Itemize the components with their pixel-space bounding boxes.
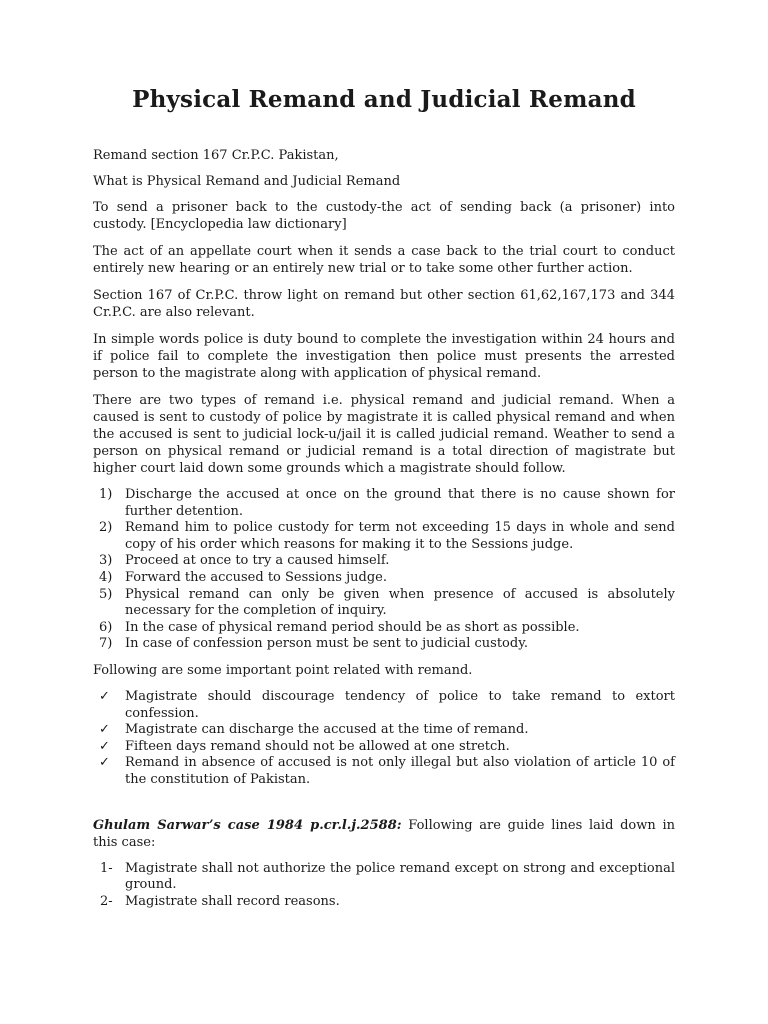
list-item — [93, 520, 675, 553]
list-item — [93, 636, 675, 653]
list-marker: 1- — [100, 860, 113, 876]
list-item-text: Magistrate should discourage tendency of police to take remand to extort confession. — [125, 688, 675, 721]
list-item-text: Magistrate shall record reasons. — [125, 893, 340, 909]
list-item — [93, 620, 675, 637]
list-item — [93, 755, 675, 788]
paragraph-important-points: Following are some important point related with remand. — [93, 662, 473, 678]
list-item-text: Forward the accused to Sessions judge. — [125, 569, 387, 585]
list-marker: 1) — [99, 487, 113, 502]
list-item — [93, 487, 675, 520]
page-title: Physical Remand and Judicial Remand — [132, 86, 636, 113]
list-marker: 6) — [99, 619, 113, 635]
paragraph-definition: To send a prisoner back to the custody-the act of sending back (a prisoner) into custody. [Encyclopedia law dictionary] — [93, 200, 675, 232]
list-item-text: In the case of physical remand period should be as short as possible. — [125, 619, 580, 635]
paragraph-simple-words: In simple words police is duty bound to complete the investigation within 24 hours and if police fail to complete the investigation then police must presents the arrested person to the magistrate along with application of physical remand. — [93, 332, 675, 381]
list-item-text: In case of confession person must be sent to judicial custody. — [125, 636, 528, 652]
paragraph-section-167: Section 167 of Cr.P.C. throw light on remand but other section 61,62,167,173 and 344 Cr.P.C. are also relevant. — [93, 288, 675, 320]
list-item-text: Physical remand can only be given when presence of accused is absolutely necessary for the completion of inquiry. — [125, 586, 675, 619]
checkmark-icon: ✓ — [99, 738, 110, 754]
list-marker: 7) — [99, 636, 113, 652]
paragraph-remand-section: Remand section 167 Cr.P.C. Pakistan, — [93, 148, 339, 163]
paragraph-question: What is Physical Remand and Judicial Remand — [93, 174, 401, 189]
list-item — [93, 861, 675, 894]
list-item-text: Discharge the accused at once on the ground that there is no cause shown for further detention. — [125, 487, 675, 519]
paragraph-case — [93, 817, 675, 851]
list-item — [93, 894, 675, 911]
list-marker: 5) — [99, 586, 113, 602]
list-item — [93, 722, 675, 739]
paragraph-two-types: There are two types of remand i.e. physical remand and judicial remand. When a caused is sent to custody of police by magistrate it is called physical remand and when the accused is sent to judicial lock-u/jail it is called judicial remand. Weather to send a person on physical remand or judicial remand is a total direction of magistrate but higher court laid down some grounds which a magistrate should follow. — [93, 393, 675, 476]
list-item-text: Proceed at once to try a caused himself. — [125, 553, 390, 569]
checkmark-icon: ✓ — [99, 755, 110, 771]
list-marker: 4) — [99, 569, 113, 585]
list-item — [93, 587, 675, 620]
list-item-text: Remand in absence of accused is not only illegal but also violation of article 10 of the constitution of Pakistan. — [125, 755, 675, 787]
list-item-text: Magistrate can discharge the accused at the time of remand. — [125, 722, 529, 738]
points-list — [93, 689, 675, 789]
list-item — [93, 570, 675, 587]
list-marker: 2- — [100, 893, 113, 909]
list-item-text: Remand him to police custody for term not exceeding 15 days in whole and send copy of his order which reasons for making it to the Sessions judge. — [125, 520, 675, 552]
case-description: Following are guide lines laid down in this case: — [93, 817, 676, 850]
list-item — [93, 739, 675, 756]
document-page — [93, 86, 675, 919]
checkmark-icon: ✓ — [99, 688, 110, 704]
list-marker: 2) — [99, 520, 113, 536]
guidelines-list — [93, 861, 675, 911]
list-item-text: Magistrate shall not authorize the police remand except on strong and exceptional ground. — [125, 860, 675, 893]
checkmark-icon: ✓ — [99, 722, 110, 738]
list-item — [93, 553, 675, 570]
list-marker: 3) — [99, 553, 113, 569]
grounds-list — [93, 487, 675, 653]
list-item-text: Fifteen days remand should not be allowed at one stretch. — [125, 738, 510, 754]
case-citation: Ghulam Sarwar’s case 1984 p.cr.l.j.2588: — [93, 817, 402, 833]
list-item — [93, 689, 675, 722]
paragraph-appellate: The act of an appellate court when it sends a case back to the trial court to conduct entirely new hearing or an entirely new trial or to take some other further action. — [93, 244, 675, 276]
